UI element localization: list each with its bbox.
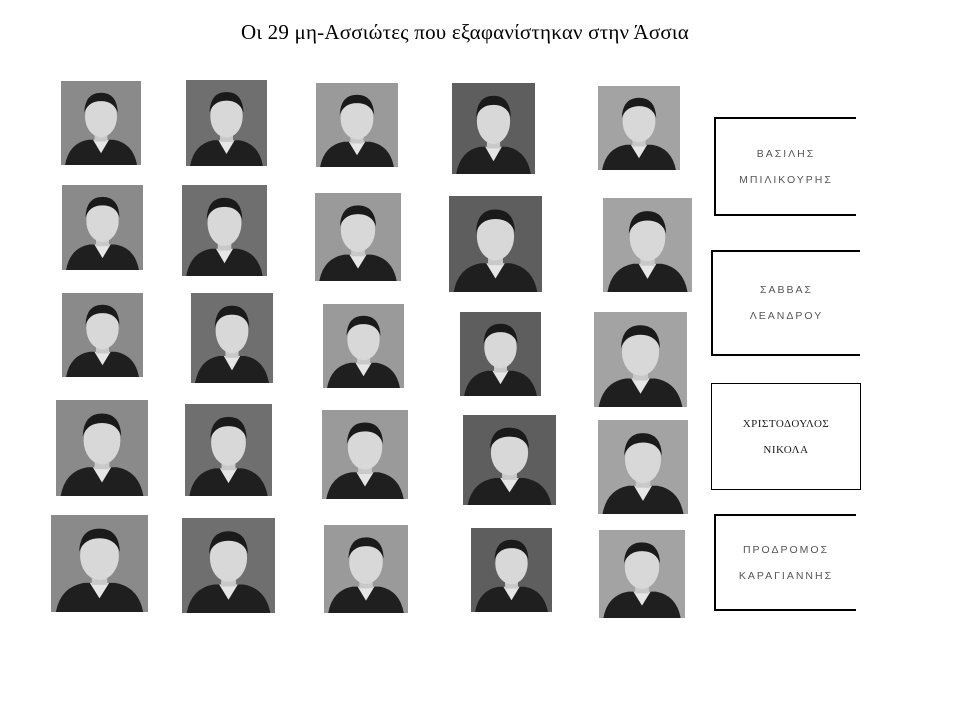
portrait-photo bbox=[316, 83, 398, 167]
nameplate-first-name: ΣΑΒΒΑΣ bbox=[760, 284, 813, 296]
portrait-photo bbox=[594, 312, 687, 407]
portrait-photo bbox=[598, 86, 680, 170]
portrait-photo bbox=[315, 193, 401, 281]
nameplate-surname: ΛΕΑΝΔΡΟΥ bbox=[749, 310, 824, 322]
portrait-photo bbox=[61, 81, 141, 165]
portrait-image bbox=[324, 525, 408, 613]
portrait-image bbox=[449, 196, 542, 292]
portrait-image bbox=[322, 410, 408, 499]
portrait-photo bbox=[598, 420, 688, 514]
nameplate bbox=[714, 117, 856, 216]
portrait-image bbox=[62, 293, 143, 377]
portrait-image bbox=[185, 404, 272, 496]
portrait-photo bbox=[324, 525, 408, 613]
portrait-image bbox=[471, 528, 552, 612]
portrait-photo bbox=[185, 404, 272, 496]
portrait-image bbox=[594, 312, 687, 407]
portrait-photo bbox=[323, 304, 404, 388]
portrait-image bbox=[191, 293, 273, 383]
nameplate-surname: ΜΠΙΛΙΚΟΥΡΗΣ bbox=[739, 173, 833, 186]
portrait-image bbox=[460, 312, 541, 396]
portrait-photo bbox=[449, 196, 542, 292]
portrait-photo bbox=[463, 415, 556, 505]
portrait-photo bbox=[599, 530, 685, 618]
nameplate bbox=[714, 514, 856, 611]
portrait-image bbox=[182, 518, 275, 613]
portrait-photo bbox=[62, 293, 143, 377]
portrait-photo bbox=[182, 185, 267, 276]
portrait-image bbox=[463, 415, 556, 505]
nameplate bbox=[711, 383, 861, 490]
portrait-image bbox=[598, 420, 688, 514]
portrait-photo bbox=[62, 185, 143, 270]
portrait-photo bbox=[51, 515, 148, 612]
portrait-image bbox=[186, 80, 267, 166]
portrait-image bbox=[316, 83, 398, 167]
portrait-photo bbox=[56, 400, 148, 496]
portrait-image bbox=[56, 400, 148, 496]
portrait-image bbox=[62, 185, 143, 270]
nameplate-first-name: ΒΑΣΙΛΗΣ bbox=[756, 147, 816, 160]
portrait-photo bbox=[182, 518, 275, 613]
portrait-image bbox=[598, 86, 680, 170]
portrait-image bbox=[323, 304, 404, 388]
nameplate-surname: ΚΑΡΑΓΙΑΝΝΗΣ bbox=[738, 569, 834, 582]
portrait-image bbox=[452, 83, 535, 174]
portrait-image bbox=[61, 81, 141, 165]
portrait-photo bbox=[460, 312, 541, 396]
portrait-image bbox=[182, 185, 267, 276]
portrait-image bbox=[51, 515, 148, 612]
portrait-image bbox=[603, 198, 692, 292]
portrait-photo bbox=[191, 293, 273, 383]
portrait-photo bbox=[452, 83, 535, 174]
portrait-photo bbox=[322, 410, 408, 499]
portrait-photo bbox=[471, 528, 552, 612]
nameplate bbox=[711, 250, 860, 356]
portrait-photo bbox=[186, 80, 267, 166]
page-title: Οι 29 μη-Ασσιώτες που εξαφανίστηκαν στην Άσσια bbox=[241, 20, 689, 44]
portrait-photo bbox=[603, 198, 692, 292]
nameplate-first-name: ΠΡΟΔΡΟΜΟΣ bbox=[742, 543, 830, 556]
portrait-image bbox=[315, 193, 401, 281]
nameplate-surname: ΝΙΚΟΛΑ bbox=[763, 443, 809, 456]
portrait-image bbox=[599, 530, 685, 618]
nameplate-first-name: ΧΡΙΣΤΟΔΟΥΛΟΣ bbox=[742, 417, 830, 430]
